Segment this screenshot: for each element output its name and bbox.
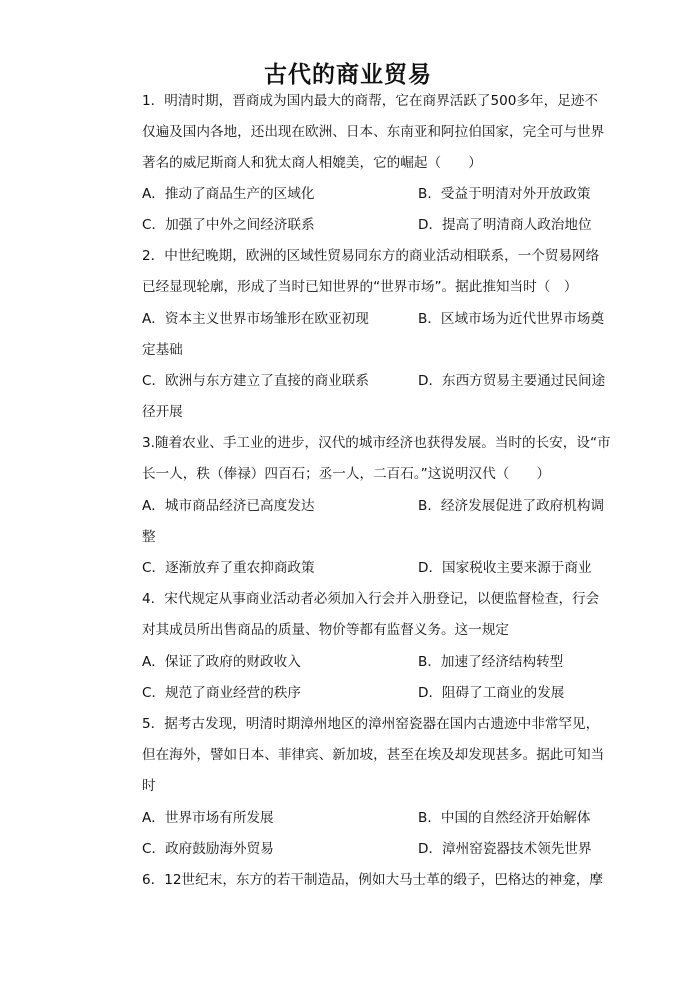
- q3-option-b: B．经济发展促进了政府机构调: [418, 498, 605, 514]
- q6-stem-line-1: 6．12世纪末，东方的若干制造品，例如大马士革的缎子，巴格达的神龛，摩: [142, 872, 603, 888]
- q3-option-d: D．国家税收主要来源于商业: [418, 560, 592, 576]
- q1-stem-line-3: 著名的威尼斯商人和犹太商人相媲美，它的崛起（ ）: [142, 155, 482, 171]
- q4-option-b: B．加速了经济结构转型: [418, 654, 564, 670]
- q3-option-b-wrap: 整: [142, 529, 156, 545]
- q3-stem-line-2: 长一人，秩（俸禄）四百石；丞一人，二百石。”这说明汉代（ ）: [142, 466, 551, 482]
- q5-stem-line-1: 5．据考古发现，明清时期漳州地区的漳州窑瓷器在国内古遗迹中非常罕见，: [142, 716, 600, 732]
- q2-stem-line-2: 已经显现轮廓，形成了当时已知世界的“世界市场”。据此推知当时（ ）: [142, 279, 578, 295]
- q2-option-b-wrap: 定基础: [142, 342, 183, 358]
- q5-option-a: A．世界市场有所发展: [142, 810, 274, 826]
- q1-option-b: B．受益于明清对外开放政策: [418, 186, 591, 202]
- q3-option-a: A．城市商品经济已高度发达: [142, 498, 315, 514]
- q3-stem-line-1: 3.随着农业、手工业的进步，汉代的城市经济也获得发展。当时的长安，设“市: [142, 435, 611, 451]
- q5-stem-line-2: 但在海外，譬如日本、菲律宾、新加坡，甚至在埃及却发现甚多。据此可知当: [142, 747, 605, 763]
- q4-stem-line-2: 对其成员所出售商品的质量、物价等都有监督义务。这一规定: [142, 622, 510, 638]
- q2-option-a: A．资本主义世界市场雏形在欧亚初现: [142, 311, 369, 327]
- q2-option-b: B．区域市场为近代世界市场奠: [418, 311, 605, 327]
- q5-stem-line-3: 时: [142, 778, 156, 794]
- q4-option-c: C．规范了商业经营的秩序: [142, 685, 302, 701]
- q4-stem-line-1: 4．宋代规定从事商业活动者必须加入行会并入册登记，以便监督检查，行会: [142, 591, 600, 607]
- q1-option-c: C．加强了中外之间经济联系: [142, 217, 315, 233]
- q2-stem-line-1: 2．中世纪晚期，欧洲的区域性贸易同东方的商业活动相联系，一个贸易网络: [142, 248, 600, 264]
- q5-option-c: C．政府鼓励海外贸易: [142, 841, 274, 857]
- q1-option-d: D．提高了明清商人政治地位: [418, 217, 592, 233]
- q2-option-c: C．欧洲与东方建立了直接的商业联系: [142, 373, 369, 389]
- q2-option-d-wrap: 径开展: [142, 404, 183, 420]
- q3-option-c: C．逐渐放弃了重农抑商政策: [142, 560, 315, 576]
- q4-option-a: A．保证了政府的财政收入: [142, 654, 301, 670]
- q1-stem-line-1: 1．明清时期，晋商成为国内最大的商帮，它在商界活跃了500多年，足迹不: [142, 93, 598, 109]
- q4-option-d: D．阻碍了工商业的发展: [418, 685, 565, 701]
- q5-option-b: B．中国的自然经济开始解体: [418, 810, 591, 826]
- document-title: 古代的商业贸易: [264, 62, 432, 88]
- q5-option-d: D．漳州窑瓷器技术领先世界: [418, 841, 592, 857]
- q1-option-a: A．推动了商品生产的区域化: [142, 186, 315, 202]
- q2-option-d: D．东西方贸易主要通过民间途: [418, 373, 606, 389]
- q1-stem-line-2: 仅遍及国内各地，还出现在欧洲、日本、东南亚和阿拉伯国家，完全可与世界: [142, 124, 605, 140]
